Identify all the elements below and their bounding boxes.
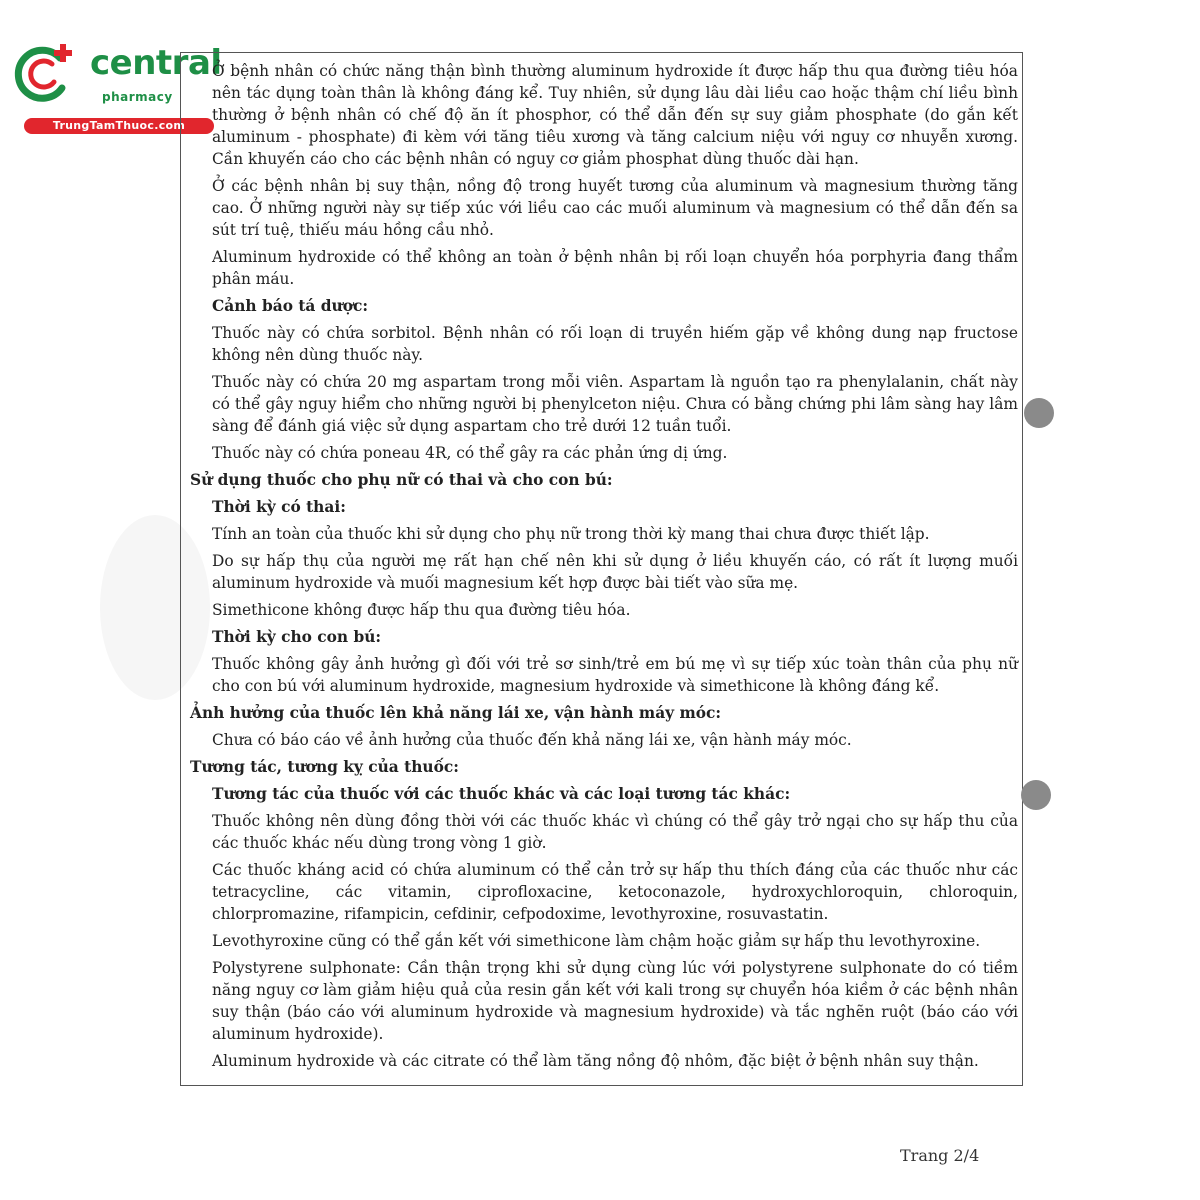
logo-c-cross-icon [10, 38, 80, 108]
paragraph: Tính an toàn của thuốc khi sử dụng cho phụ nữ trong thời kỳ mang thai chưa được thiết lập. [212, 525, 930, 543]
page-number: Trang 2/4 [900, 1146, 980, 1165]
paragraph: Simethicone không được hấp thu qua đường tiêu hóa. [212, 601, 631, 619]
paragraph: Các thuốc kháng acid có chứa aluminum có thể cản trở sự hấp thu thích đáng của các thuốc như các tetracycline, các vitamin, ciprofloxacine, ketoconazole, hydroxychloroquin, chloroquin, chlorpromazine, rifampicin, cefdinir, cefpodoxime, levothyroxine, rosuvastatin. [212, 861, 1018, 923]
logo-brand-sub: pharmacy [102, 90, 173, 104]
document-body [188, 60, 1018, 1077]
paragraph: Do sự hấp thụ của người mẹ rất hạn chế nên khi sử dụng ở liều khuyến cáo, có rất ít lượng muối aluminum hydroxide và muối magnesium kết hợp được bài tiết vào sữa mẹ. [212, 552, 1018, 592]
subheading: Cảnh báo tá dược: [212, 297, 369, 315]
paragraph: Aluminum hydroxide có thể không an toàn ở bệnh nhân bị rối loạn chuyển hóa porphyria đang thẩm phân máu. [212, 248, 1018, 288]
paragraph: Thuốc này có chứa poneau 4R, có thể gây ra các phản ứng dị ứng. [212, 444, 728, 462]
paragraph: Chưa có báo cáo về ảnh hưởng của thuốc đến khả năng lái xe, vận hành máy móc. [212, 731, 852, 749]
punch-hole-icon [1021, 780, 1051, 810]
logo-site-url: TrungTamThuoc.com [24, 118, 214, 134]
paragraph: Thuốc không gây ảnh hưởng gì đối với trẻ sơ sinh/trẻ em bú mẹ vì sự tiếp xúc toàn thân của phụ nữ cho con bú với aluminum hydroxide, magnesium hydroxide và simethicone là không đáng kể. [212, 655, 1018, 695]
paragraph: Thuốc này có chứa sorbitol. Bệnh nhân có rối loạn di truyền hiếm gặp về không dung nạp fructose không nên dùng thuốc này. [212, 324, 1018, 364]
subheading: Thời kỳ có thai: [212, 498, 346, 516]
paragraph: Ở bệnh nhân có chức năng thận bình thường aluminum hydroxide ít được hấp thu qua đường tiêu hóa nên tác dụng toàn thân là không đáng kể. Tuy nhiên, sử dụng lâu dài liều cao hoặc thậm chí liều bình thường ở bệnh nhân có chế độ ăn ít phosphor, có thể dẫn đến sự suy giảm phosphate (do gắn kết aluminum - phosphate) đi kèm với tăng tiêu xương và tăng calcium niệu với nguy cơ nhuyễn xương. Cần khuyến cáo cho các bệnh nhân có nguy cơ giảm phosphat dùng thuốc dài hạn. [212, 62, 1018, 168]
subheading: Tương tác của thuốc với các thuốc khác và các loại tương tác khác: [212, 785, 791, 803]
paragraph: Ở các bệnh nhân bị suy thận, nồng độ trong huyết tương của aluminum và magnesium thường tăng cao. Ở những người này sự tiếp xúc với liều cao các muối aluminum và magnesium có thể dẫn đến sa sút trí tuệ, thiếu máu hồng cầu nhỏ. [212, 177, 1018, 239]
paragraph: Thuốc không nên dùng đồng thời với các thuốc khác vì chúng có thể gây trở ngại cho sự hấp thu của các thuốc khác nếu dùng trong vòng 1 giờ. [212, 812, 1018, 852]
logo-brand-name: central [90, 43, 222, 83]
paragraph: Aluminum hydroxide và các citrate có thể làm tăng nồng độ nhôm, đặc biệt ở bệnh nhân suy thận. [212, 1052, 979, 1070]
section-heading: Sử dụng thuốc cho phụ nữ có thai và cho con bú: [190, 471, 613, 489]
section-heading: Tương tác, tương kỵ của thuốc: [190, 758, 459, 776]
subheading: Thời kỳ cho con bú: [212, 628, 382, 646]
punch-hole-icon [1024, 398, 1054, 428]
paragraph: Levothyroxine cũng có thể gắn kết với simethicone làm chậm hoặc giảm sự hấp thu levothyroxine. [212, 932, 981, 950]
paragraph: Thuốc này có chứa 20 mg aspartam trong mỗi viên. Aspartam là nguồn tạo ra phenylalanin, chất này có thể gây nguy hiểm cho những người bị phenylceton niệu. Chưa có bằng chứng phi lâm sàng hay lâm sàng để đánh giá việc sử dụng aspartam cho trẻ dưới 12 tuần tuổi. [212, 373, 1018, 435]
section-heading: Ảnh hưởng của thuốc lên khả năng lái xe, vận hành máy móc: [190, 704, 722, 722]
paragraph: Polystyrene sulphonate: Cần thận trọng khi sử dụng cùng lúc với polystyrene sulphonate do có tiềm năng nguy cơ làm giảm hiệu quả của resin gắn kết với kali trong sự chuyển hóa kiềm ở các bệnh nhân suy thận (báo cáo với aluminum hydroxide và magnesium hydroxide) và tắc nghẽn ruột (báo cáo với aluminum hydroxide). [212, 959, 1018, 1043]
